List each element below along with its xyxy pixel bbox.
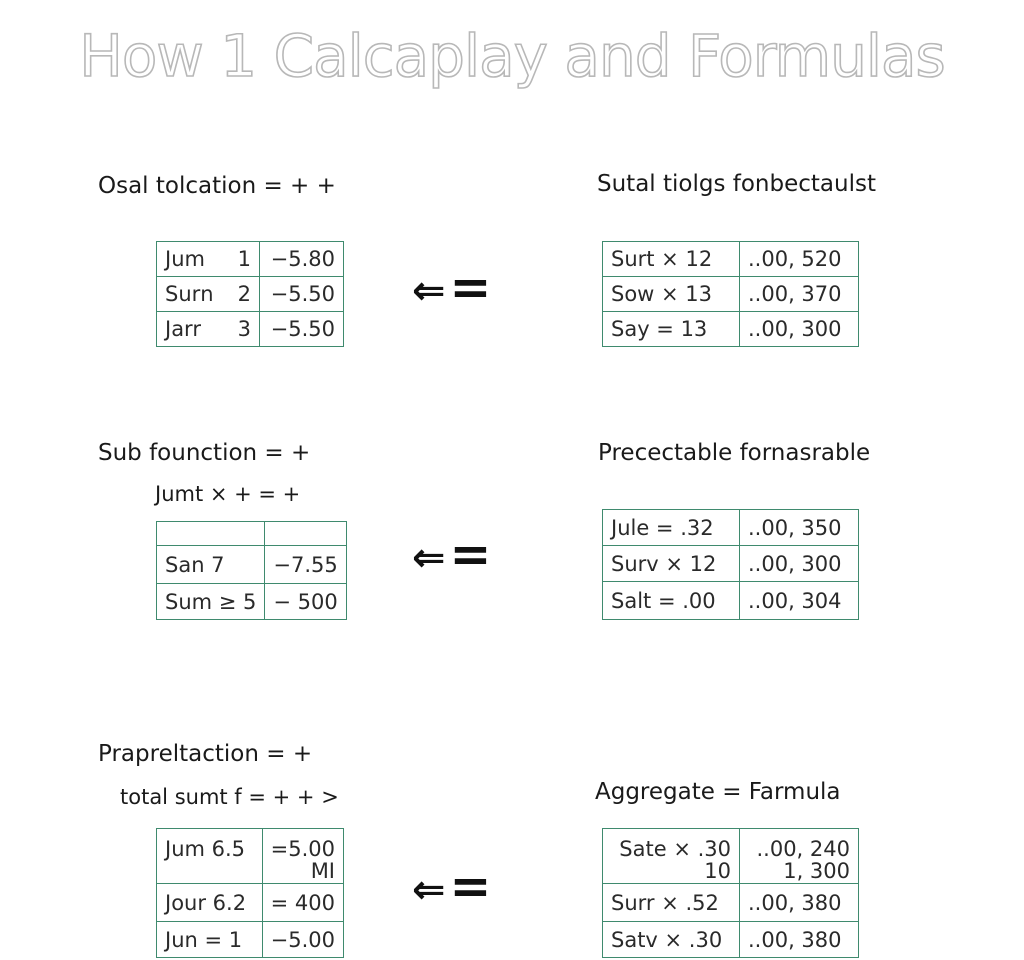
table-cell: = 400: [262, 884, 343, 922]
table-row: [157, 584, 347, 620]
table-row: [603, 582, 859, 620]
table-row: [157, 277, 344, 312]
table-row: [603, 312, 859, 347]
left-double-arrow-icon: ⇐: [412, 535, 450, 581]
section2-left-table: [156, 521, 347, 620]
table-row: [603, 277, 859, 312]
section1-left-heading: Osal tolcation = + +: [98, 173, 336, 199]
table-cell: −7.55: [265, 546, 346, 584]
table-row: [603, 546, 859, 582]
table-row: [157, 242, 344, 277]
section2-left-heading: Sub founction = +: [98, 440, 311, 466]
table-cell: ..00, 300: [740, 312, 859, 347]
section3-left-subheading: total sumt f = + + >: [120, 785, 339, 809]
section3-right-table: [602, 828, 859, 958]
table-cell: ..00, 300: [740, 546, 859, 582]
table-row: [157, 922, 344, 958]
cell-name: Surո: [165, 282, 214, 306]
cell-name: Jum: [165, 247, 205, 271]
table-row: [603, 884, 859, 922]
section1-right-table: [602, 241, 859, 347]
section1-right-heading: Sutal tiolgs fonbectaulst: [597, 171, 876, 197]
table-cell: Jour 6.2: [157, 884, 263, 922]
table-row: [157, 884, 344, 922]
section2-left-subheading: Jumt × + = +: [155, 482, 301, 506]
table-row: [157, 829, 344, 884]
table-cell: ..00, 380: [740, 922, 859, 958]
equals-icon: =: [449, 857, 496, 915]
table-cell: [157, 312, 260, 347]
table-row: [603, 829, 859, 884]
table-row: [157, 312, 344, 347]
left-double-arrow-icon: ⇐: [412, 268, 450, 314]
table-cell: [603, 829, 740, 884]
section1-left-table: [156, 241, 344, 347]
table-cell: Salt = .00: [603, 582, 740, 620]
table-cell: −5.80: [260, 242, 344, 277]
cell-num: 3: [237, 317, 251, 341]
table-cell: Sow × 13: [603, 277, 740, 312]
cell-value-secondary: MI: [310, 859, 335, 883]
section3-left-heading: Prapreltaction = +: [98, 741, 313, 767]
table-row: [603, 242, 859, 277]
table-cell: Surr × .52: [603, 884, 740, 922]
table-cell: [157, 522, 265, 546]
cell-name: Jarr: [165, 317, 201, 341]
table-cell: [740, 829, 859, 884]
table-row: [157, 546, 347, 584]
table-cell: Jun = 1: [157, 922, 263, 958]
section3-arrow-equals: [412, 857, 495, 915]
cell-value: ..00, 240: [756, 837, 850, 861]
table-cell: ..00, 370: [740, 277, 859, 312]
table-cell: Surt × 12: [603, 242, 740, 277]
table-cell: [157, 242, 260, 277]
table-cell: −5.00: [262, 922, 343, 958]
table-row: [157, 522, 347, 546]
table-cell: Jule = .32: [603, 510, 740, 546]
table-cell: Sum ≥ 5: [157, 584, 265, 620]
table-cell: ..00, 304: [740, 582, 859, 620]
page-title: How 1 Calcaplay and Formulas: [79, 22, 945, 90]
table-row: [603, 510, 859, 546]
table-cell: [157, 277, 260, 312]
table-cell: − 500: [265, 584, 346, 620]
table-cell: Satv × .30: [603, 922, 740, 958]
equals-icon: =: [449, 258, 496, 316]
table-cell: Say = 13: [603, 312, 740, 347]
section3-right-heading: Aggregate = Farmula: [595, 779, 841, 805]
section2-right-table: [602, 509, 859, 620]
table-cell: [265, 522, 346, 546]
table-cell: ..00, 350: [740, 510, 859, 546]
table-cell: ..00, 520: [740, 242, 859, 277]
table-cell: ..00, 380: [740, 884, 859, 922]
section1-arrow-equals: [412, 258, 495, 316]
table-row: [603, 922, 859, 958]
table-cell: −5.50: [260, 312, 344, 347]
table-cell: Surv × 12: [603, 546, 740, 582]
cell-label-secondary: 10: [704, 859, 731, 883]
section2-arrow-equals: [412, 525, 495, 583]
cell-num: 1: [237, 247, 251, 271]
table-cell: [262, 829, 343, 884]
table-cell: −5.50: [260, 277, 344, 312]
table-cell: Jum 6.5: [157, 829, 263, 884]
table-cell: San 7: [157, 546, 265, 584]
cell-num: 2: [237, 282, 251, 306]
section2-right-heading: Precectable fornasrable: [598, 440, 871, 466]
cell-label: Sate × .30: [619, 837, 731, 861]
cell-value-secondary: 1, 300: [783, 859, 850, 883]
section3-left-table: [156, 828, 344, 958]
left-double-arrow-icon: ⇐: [412, 867, 450, 913]
equals-icon: =: [449, 525, 496, 583]
cell-value: =5.00: [270, 837, 335, 861]
